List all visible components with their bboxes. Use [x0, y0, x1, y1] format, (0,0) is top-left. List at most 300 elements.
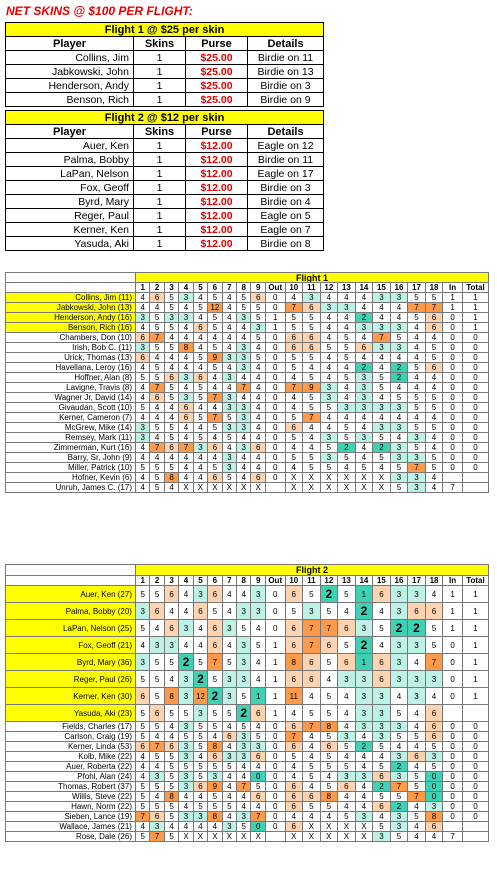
score-cell: 4 — [222, 333, 236, 343]
score-cell: 8 — [179, 343, 193, 353]
score-cell: 7 — [179, 443, 193, 453]
score-cell: 3 — [390, 752, 408, 762]
details: Birdie on 4 — [248, 195, 324, 209]
player-row — [6, 722, 489, 732]
score-cell: 7 — [150, 742, 164, 752]
in-skins: 0 — [443, 363, 463, 373]
score-cell: 4 — [338, 293, 356, 303]
score-cell: 4 — [373, 413, 391, 423]
out-skins: 1 — [265, 654, 285, 671]
score-cell: X — [285, 483, 303, 493]
score-cell: 4 — [179, 383, 193, 393]
score-cell: 5 — [135, 722, 149, 732]
score-cell: 2 — [355, 603, 373, 620]
column-header: 11 — [303, 283, 321, 293]
score-cell: 6 — [425, 822, 443, 832]
score-cell: 4 — [208, 433, 222, 443]
score-cell: 3 — [425, 671, 443, 688]
score-cell: 6 — [150, 393, 164, 403]
score-cell: 5 — [208, 343, 222, 353]
score-cell: X — [338, 832, 356, 842]
score-cell: 3 — [320, 393, 338, 403]
score-cell: X — [208, 832, 222, 842]
score-cell: 5 — [135, 792, 149, 802]
score-cell: 2 — [408, 620, 426, 637]
score-cell: 5 — [237, 822, 251, 832]
score-cell: 5 — [338, 333, 356, 343]
score-cell: 3 — [237, 637, 251, 654]
total-skins: 1 — [462, 654, 488, 671]
score-cell: 4 — [135, 323, 149, 333]
score-cell: 5 — [251, 353, 265, 363]
score-cell: 5 — [285, 413, 303, 423]
details: Birdie on 11 — [248, 51, 324, 65]
out-skins: 0 — [265, 586, 285, 603]
player-row — [6, 93, 324, 107]
score-cell: 4 — [193, 343, 207, 353]
score-cell: 5 — [193, 722, 207, 732]
player-row — [6, 223, 324, 237]
score-cell: 5 — [164, 393, 178, 403]
in-skins: 0 — [443, 637, 463, 654]
out-skins: 0 — [265, 423, 285, 433]
player-name: Hawn, Norm (22) — [6, 802, 136, 812]
score-cell: 4 — [303, 433, 321, 443]
score-cell: 5 — [251, 303, 265, 313]
purse: $12.00 — [186, 223, 248, 237]
score-cell: 6 — [303, 654, 321, 671]
score-cell: 7 — [390, 782, 408, 792]
player-row — [6, 413, 489, 423]
score-cell: 3 — [390, 671, 408, 688]
player-name: Benson, Rich (16) — [6, 323, 136, 333]
column-header: Purse — [186, 37, 248, 51]
score-cell: 4 — [285, 293, 303, 303]
score-cell: 4 — [425, 333, 443, 343]
total-skins: 1 — [462, 323, 488, 333]
total-skins: 0 — [462, 812, 488, 822]
score-cell: 6 — [425, 363, 443, 373]
score-cell: 5 — [320, 802, 338, 812]
flight-title: Flight 2 — [135, 565, 488, 576]
score-cell: 5 — [408, 423, 426, 433]
in-skins: 0 — [443, 393, 463, 403]
purse: $12.00 — [186, 139, 248, 153]
score-cell: 4 — [193, 463, 207, 473]
column-header: 4 — [179, 283, 193, 293]
total-skins: 0 — [462, 383, 488, 393]
score-cell: 4 — [135, 443, 149, 453]
score-cell: 4 — [373, 637, 391, 654]
score-cell: 4 — [150, 413, 164, 423]
player-name: Auer, Roberta (22) — [6, 762, 136, 772]
score-cell: 4 — [135, 453, 149, 463]
score-cell: 6 — [425, 313, 443, 323]
player-name: Hofner, Kevin (6) — [6, 473, 136, 483]
score-cell: 3 — [237, 313, 251, 323]
score-cell: 3 — [179, 620, 193, 637]
total-skins: 1 — [462, 303, 488, 313]
score-cell: 5 — [164, 812, 178, 822]
score-cell: X — [193, 483, 207, 493]
score-cell: 8 — [320, 792, 338, 802]
score-cell: 9 — [208, 782, 222, 792]
player-row — [6, 637, 489, 654]
total-skins: 0 — [462, 752, 488, 762]
column-header: 12 — [320, 283, 338, 293]
score-cell: 4 — [251, 762, 265, 772]
score-cell: 5 — [150, 688, 164, 705]
in-skins: 0 — [443, 732, 463, 742]
skins-count: 1 — [134, 167, 186, 181]
score-cell: 4 — [150, 792, 164, 802]
score-cell: 3 — [355, 688, 373, 705]
score-cell: 4 — [285, 393, 303, 403]
score-cell: 5 — [303, 772, 321, 782]
score-cell: 3 — [425, 752, 443, 762]
score-cell: 3 — [251, 603, 265, 620]
in-skins — [443, 822, 463, 832]
score-cell: 6 — [285, 333, 303, 343]
score-cell: 4 — [237, 333, 251, 343]
score-cell: 4 — [355, 423, 373, 433]
in-skins: 0 — [443, 722, 463, 732]
score-cell: 4 — [150, 303, 164, 313]
score-cell: 5 — [338, 812, 356, 822]
out-skins: 0 — [265, 792, 285, 802]
details: Birdie on 3 — [248, 79, 324, 93]
out-skins: 0 — [265, 353, 285, 363]
column-header: 17 — [408, 283, 426, 293]
score-cell: 4 — [408, 343, 426, 353]
score-cell: 4 — [179, 333, 193, 343]
score-cell: 6 — [285, 782, 303, 792]
score-cell: 4 — [320, 313, 338, 323]
score-cell: 4 — [303, 363, 321, 373]
score-cell: X — [303, 473, 321, 483]
total-skins: 1 — [462, 586, 488, 603]
score-cell: 3 — [150, 822, 164, 832]
score-cell: 4 — [193, 293, 207, 303]
score-cell: 7 — [303, 620, 321, 637]
details: Birdie on 8 — [248, 237, 324, 251]
score-cell: 4 — [208, 383, 222, 393]
in-skins: 0 — [443, 742, 463, 752]
score-cell: 3 — [355, 383, 373, 393]
score-cell: 6 — [208, 443, 222, 453]
score-cell: 5 — [208, 323, 222, 333]
score-cell: 5 — [408, 363, 426, 373]
player-name: Carlson, Craig (19) — [6, 732, 136, 742]
score-cell: 5 — [408, 403, 426, 413]
score-cell: 4 — [164, 722, 178, 732]
score-cell: 7 — [408, 303, 426, 313]
score-cell: 5 — [135, 782, 149, 792]
score-cell: 7 — [425, 303, 443, 313]
score-cell: 4 — [355, 762, 373, 772]
score-cell: 6 — [338, 620, 356, 637]
purse: $25.00 — [186, 51, 248, 65]
score-cell: 5 — [320, 603, 338, 620]
score-cell: X — [222, 832, 236, 842]
score-cell: 6 — [285, 822, 303, 832]
score-cell: 4 — [164, 353, 178, 363]
score-cell: 3 — [237, 752, 251, 762]
column-header: 6 — [208, 283, 222, 293]
score-cell: 4 — [338, 383, 356, 393]
score-cell: 4 — [179, 453, 193, 463]
score-cell: 5 — [222, 433, 236, 443]
flight-title-row — [6, 273, 489, 283]
score-cell: 6 — [285, 586, 303, 603]
score-cell: 5 — [390, 393, 408, 403]
column-header: 14 — [355, 283, 373, 293]
player-row — [6, 620, 489, 637]
details: Eagle on 7 — [248, 223, 324, 237]
score-cell: 5 — [425, 423, 443, 433]
score-cell: 3 — [237, 812, 251, 822]
score-cell: 5 — [303, 313, 321, 323]
score-cell: 4 — [179, 792, 193, 802]
score-cell: 3 — [237, 363, 251, 373]
score-cell: 4 — [164, 822, 178, 832]
score-cell: 3 — [222, 453, 236, 463]
total-skins: 0 — [462, 333, 488, 343]
score-cell: X — [373, 483, 391, 493]
score-cell: 4 — [222, 782, 236, 792]
in-skins: 0 — [443, 802, 463, 812]
score-cell: 6 — [285, 802, 303, 812]
score-cell: 3 — [164, 313, 178, 323]
column-header: Out — [265, 283, 285, 293]
score-cell: 4 — [285, 403, 303, 413]
player-name: Fields, Charles (17) — [6, 722, 136, 732]
score-cell: 4 — [150, 353, 164, 363]
score-cell: 6 — [355, 343, 373, 353]
in-skins: 0 — [443, 373, 463, 383]
column-header: 6 — [208, 576, 222, 586]
score-cell: 4 — [179, 423, 193, 433]
column-header: Total — [462, 283, 488, 293]
score-cell: 4 — [320, 812, 338, 822]
score-cell: 6 — [425, 722, 443, 732]
player-name: Reger, Paul — [6, 209, 134, 223]
score-cell: 5 — [237, 722, 251, 732]
score-cell: 4 — [425, 433, 443, 443]
score-cell: 4 — [208, 333, 222, 343]
score-cell: 6 — [251, 752, 265, 762]
details: Eagle on 5 — [248, 209, 324, 223]
score-cell: 3 — [222, 403, 236, 413]
score-cell: 4 — [425, 383, 443, 393]
in-skins: 1 — [443, 293, 463, 303]
column-header: 18 — [425, 576, 443, 586]
score-cell: 3 — [237, 353, 251, 363]
score-cell: 6 — [373, 671, 391, 688]
player-name: Kerner, Ken — [6, 223, 134, 237]
score-cell: 3 — [338, 732, 356, 742]
score-cell: 3 — [390, 822, 408, 832]
in-skins: 0 — [443, 752, 463, 762]
score-cell: 6 — [373, 802, 391, 812]
score-cell: 5 — [208, 722, 222, 732]
score-cell: 3 — [390, 722, 408, 732]
player-name: LaPan, Nelson — [6, 167, 134, 181]
in-skins — [443, 473, 463, 483]
score-cell: 4 — [164, 403, 178, 413]
score-cell: 4 — [193, 473, 207, 483]
score-cell: 5 — [338, 423, 356, 433]
out-skins: 0 — [265, 373, 285, 383]
score-cell: 4 — [179, 323, 193, 333]
in-skins: 0 — [443, 688, 463, 705]
score-cell: 4 — [237, 323, 251, 333]
score-cell: 5 — [237, 303, 251, 313]
score-cell: 4 — [408, 323, 426, 333]
score-cell: 4 — [251, 453, 265, 463]
details: Birdie on 11 — [248, 153, 324, 167]
out-skins: 1 — [265, 313, 285, 323]
player-row — [6, 654, 489, 671]
score-cell: 4 — [408, 333, 426, 343]
score-cell: 4 — [408, 832, 426, 842]
score-cell: 3 — [355, 620, 373, 637]
score-cell: 3 — [208, 772, 222, 782]
out-skins: 0 — [265, 413, 285, 423]
out-skins: 1 — [265, 688, 285, 705]
score-cell: 5 — [408, 293, 426, 303]
score-cell: 5 — [150, 313, 164, 323]
score-cell: 5 — [150, 654, 164, 671]
score-cell: 5 — [135, 802, 149, 812]
player-row — [6, 705, 489, 722]
score-cell: 4 — [135, 637, 149, 654]
player-name: Lavigne, Travis (8) — [6, 383, 136, 393]
player-name: Kerner, Linda (53) — [6, 742, 136, 752]
score-cell: 4 — [135, 762, 149, 772]
score-cell: 5 — [425, 463, 443, 473]
player-name: Kerner, Cameron (7) — [6, 413, 136, 423]
total-skins: 0 — [462, 433, 488, 443]
score-cell: 4 — [408, 822, 426, 832]
score-cell: 6 — [164, 620, 178, 637]
in-skins: 7 — [443, 832, 463, 842]
score-cell: 4 — [251, 463, 265, 473]
score-cell: 4 — [390, 353, 408, 363]
score-cell: 4 — [408, 722, 426, 732]
score-cell: 6 — [150, 603, 164, 620]
score-cell: 4 — [303, 782, 321, 792]
player-row — [6, 79, 324, 93]
total-skins: 0 — [462, 423, 488, 433]
score-cell: 5 — [135, 671, 149, 688]
score-cell: 4 — [193, 752, 207, 762]
player-name: Auer, Ken — [6, 139, 134, 153]
score-cell: 12 — [193, 688, 207, 705]
total-skins: 0 — [462, 782, 488, 792]
score-cell: 3 — [193, 812, 207, 822]
player-row — [6, 463, 489, 473]
column-header: 7 — [222, 576, 236, 586]
score-cell: 3 — [237, 732, 251, 742]
out-skins: 0 — [265, 403, 285, 413]
score-cell: 4 — [179, 363, 193, 373]
score-cell: 5 — [285, 353, 303, 363]
player-row — [6, 237, 324, 251]
column-header: 13 — [338, 576, 356, 586]
score-cell: 4 — [338, 802, 356, 812]
score-cell: 4 — [338, 463, 356, 473]
score-cell: 6 — [150, 705, 164, 722]
total-skins: 0 — [462, 742, 488, 752]
score-cell: 5 — [135, 403, 149, 413]
score-cell: 4 — [303, 812, 321, 822]
player-row — [6, 732, 489, 742]
score-cell: 4 — [320, 333, 338, 343]
column-header: Purse — [186, 125, 248, 139]
score-cell: 2 — [390, 373, 408, 383]
score-cell: 4 — [179, 463, 193, 473]
header-row — [6, 283, 489, 293]
score-cell: 5 — [222, 413, 236, 423]
player-row — [6, 403, 489, 413]
score-cell: 7 — [303, 722, 321, 732]
player-name: Fox, Geoff (21) — [6, 637, 136, 654]
score-cell: 4 — [320, 363, 338, 373]
player-name: McGrew, Mike (14) — [6, 423, 136, 433]
total-skins — [462, 822, 488, 832]
score-cell: 6 — [208, 473, 222, 483]
score-cell: 3 — [338, 303, 356, 313]
column-header: Details — [248, 125, 324, 139]
skins-count: 1 — [134, 223, 186, 237]
score-cell: 3 — [222, 671, 236, 688]
player-row — [6, 423, 489, 433]
score-cell: 4 — [193, 792, 207, 802]
score-cell: 5 — [303, 393, 321, 403]
score-cell: 4 — [338, 363, 356, 373]
score-cell: 4 — [425, 373, 443, 383]
score-cell: 4 — [193, 333, 207, 343]
score-cell: 4 — [338, 722, 356, 732]
score-cell: 3 — [237, 443, 251, 453]
score-cell: 4 — [390, 383, 408, 393]
player-row — [6, 393, 489, 403]
player-row — [6, 195, 324, 209]
score-cell: 0 — [425, 772, 443, 782]
score-cell: 6 — [320, 742, 338, 752]
flight-1-scorecard — [5, 272, 489, 493]
score-cell: 6 — [179, 413, 193, 423]
player-name: Yasuda, Aki — [6, 237, 134, 251]
column-header: 16 — [390, 576, 408, 586]
score-cell: 6 — [135, 688, 149, 705]
score-cell: 0 — [251, 772, 265, 782]
score-cell: 6 — [208, 637, 222, 654]
score-cell: 3 — [222, 353, 236, 363]
score-cell: 3 — [408, 688, 426, 705]
score-cell: 5 — [208, 802, 222, 812]
score-cell: 3 — [222, 822, 236, 832]
score-cell: 4 — [222, 742, 236, 752]
score-cell: X — [303, 832, 321, 842]
score-cell: 5 — [179, 762, 193, 772]
score-cell: 3 — [135, 603, 149, 620]
score-cell: 3 — [237, 671, 251, 688]
score-cell: 6 — [303, 792, 321, 802]
score-cell: 4 — [338, 413, 356, 423]
score-cell: 3 — [179, 782, 193, 792]
